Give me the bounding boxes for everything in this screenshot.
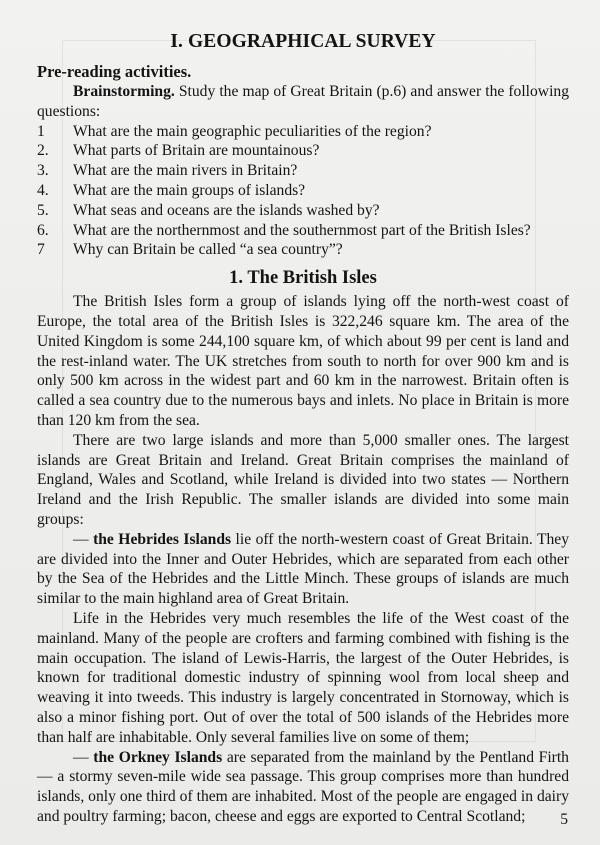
dash: — xyxy=(73,530,94,548)
pre-reading-block xyxy=(37,62,569,260)
page-number: 5 xyxy=(560,811,568,828)
question-text: What are the main rivers in Britain? xyxy=(73,162,298,180)
dash: — xyxy=(73,748,94,766)
orkney-label: the Orkney Islands xyxy=(93,748,223,766)
question-number: 3. xyxy=(37,162,49,180)
paragraph-hebrides xyxy=(37,530,569,609)
section-title: 1. The British Isles xyxy=(229,268,377,289)
hebrides-label: the Hebrides Islands xyxy=(93,530,232,548)
paragraph-area: The British Isles form a group of islands lying off the north-west coast of Europe, the total area of the British Isles is 322,246 square km. The area of the United Kingdom is some 244,100 square km, of which about 99 per cent is land and the rest-inland water. The UK stretches from south to north for over 900 km and is only 500 km across in the widest part and 60 km in the narrowest. Britain often is called a sea country due to the numerous bays and inlets. No place in Britain is more than 120 km from the sea. xyxy=(37,293,569,429)
brainstorming-label: Brainstorming. xyxy=(73,83,175,100)
page-content xyxy=(37,30,569,827)
brainstorming-text: Study the map of Great Britain (p.6) and answer the following questions: xyxy=(37,83,569,120)
question-item xyxy=(37,141,569,161)
question-list xyxy=(37,122,569,261)
question-number: 5. xyxy=(37,201,49,219)
question-text: What are the main geographic peculiarities of the region? xyxy=(73,122,432,140)
paragraph-orkney xyxy=(37,748,569,827)
british-isles-section xyxy=(37,266,569,827)
question-number: 7 xyxy=(37,241,45,259)
question-item xyxy=(37,240,569,260)
question-item xyxy=(37,221,569,241)
question-item xyxy=(37,181,569,201)
paragraph-islands: There are two large islands and more than 5,000 smaller ones. The largest islands are Great Britain and Ireland. Great Britain comprises the mainland of England, Wales and Scotland, while Ireland is divided into two states — Northern Ireland and the Irish Republic. The smaller islands are divided into some main groups: xyxy=(37,431,569,528)
question-item xyxy=(37,161,569,181)
chapter-title: I. GEOGRAPHICAL SURVEY xyxy=(170,31,436,52)
pre-reading-heading: Pre-reading activities. xyxy=(37,62,192,81)
paragraph-life-hebrides: Life in the Hebrides very much resembles the life of the West coast of the mainland. Many of the people are crofters and farming combined with fishing is the main occupation. The island of Lewis-Harris, the largest of the Outer Hebrides, is known for traditional domestic industry of spinning wool from local sheep and weaving it into tweeds. This industry is largely concentrated in Stornoway, which is also a minor fishing port. Out of over the total of 500 islands of the Hebrides more than half are inhabitable. Only several families live on some of them; xyxy=(37,609,569,746)
question-number: 6. xyxy=(37,221,49,239)
orkney-text: are separated from the mainland by the Pentland Firth — a stormy seven-mile wide sea passage. This group comprises more than hundred islands, only one third of them are inhabited. Most of the people are engaged in dairy and poultry farming; bacon, cheese and eggs are exported to Central Scotland; xyxy=(37,748,569,825)
question-number: 4. xyxy=(37,181,49,199)
question-text: What are the northernmost and the southernmost part of the British Isles? xyxy=(73,221,531,239)
question-number: 2. xyxy=(37,142,49,160)
question-item xyxy=(37,122,569,142)
question-text: What seas and oceans are the islands washed by? xyxy=(73,201,380,219)
question-text: What are the main groups of islands? xyxy=(73,181,306,199)
question-item xyxy=(37,201,569,221)
question-text: Why can Britain be called “a sea country”? xyxy=(73,241,343,259)
question-number: 1 xyxy=(37,122,45,140)
question-text: What parts of Britain are mountainous? xyxy=(73,142,320,160)
hebrides-text: lie off the north-western coast of Great Britain. They are divided into the Inner and Outer Hebrides, which are separated from each other by the Sea of the Hebrides and the Little Minch. These groups of islands are much similar to the main highland area of Great Britain. xyxy=(37,530,569,608)
brainstorming-paragraph xyxy=(37,82,569,122)
